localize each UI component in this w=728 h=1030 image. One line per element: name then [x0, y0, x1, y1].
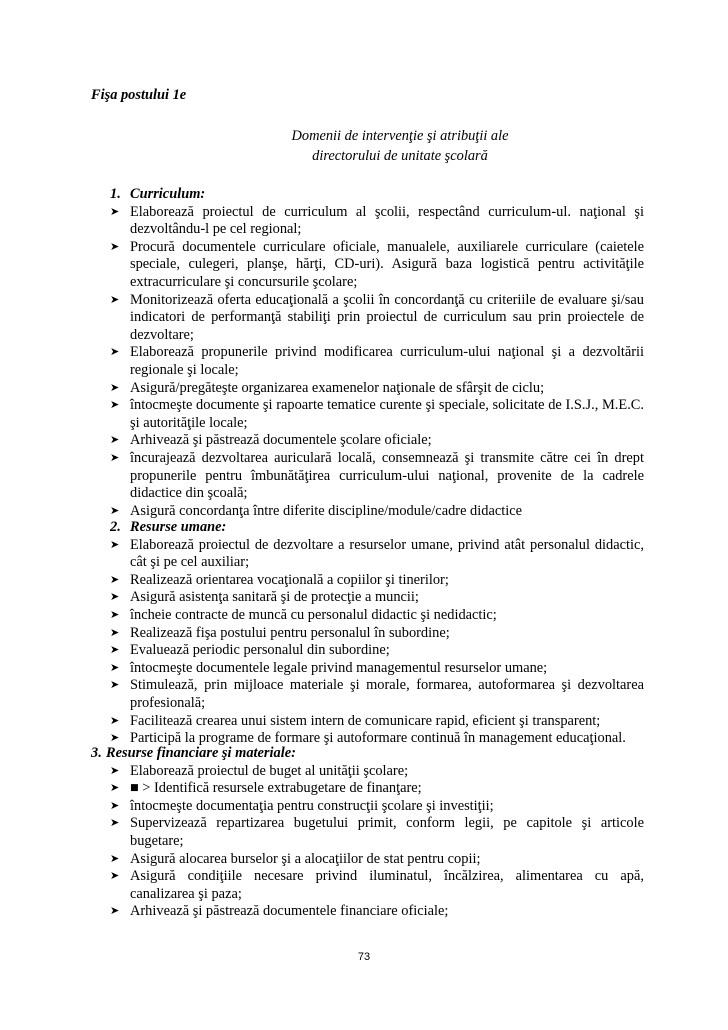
list-item — [110, 292, 644, 345]
arrow-bullet-icon: ➤ — [110, 905, 120, 918]
list-item — [110, 677, 644, 712]
bullet-list — [110, 763, 644, 921]
list-item — [110, 660, 644, 678]
arrow-bullet-icon: ➤ — [110, 714, 120, 727]
list-item — [110, 780, 644, 798]
list-item-text: întocmeşte documentaţia pentru construcţii şcolare şi investiţii; — [130, 797, 494, 814]
section-title — [110, 186, 205, 204]
list-item — [110, 380, 644, 398]
list-item-text: Elaborează propunerile privind modificarea curriculum-ului naţional şi a dezvoltării regionale şi locale; — [130, 344, 644, 378]
arrow-bullet-icon: ➤ — [110, 240, 120, 253]
list-item-text: Monitorizează oferta educaţională a şcolii în concordanţă cu criteriile de evaluare şi/sau indicatori de performanţă stabiliţi prin proiectul de curriculum sau prin proiectele de dezvoltare; — [130, 291, 644, 343]
list-item-text: Asigură condiţiile necesare privind iluminatul, încălzirea, alimentarea cu apă, canalizarea şi paza; — [130, 868, 644, 902]
arrow-bullet-icon: ➤ — [110, 538, 120, 551]
arrow-bullet-icon: ➤ — [110, 451, 120, 464]
list-item-text: Elaborează proiectul de buget al unităţii şcolare; — [130, 762, 409, 779]
arrow-bullet-icon: ➤ — [110, 732, 120, 745]
list-item — [110, 625, 644, 643]
list-item-text: Arhivează şi păstrează documentele financiare oficiale; — [130, 903, 449, 920]
list-item-text: Evaluează periodic personalul din subordine; — [130, 642, 390, 659]
page-number: 73 — [357, 951, 371, 963]
arrow-bullet-icon: ➤ — [110, 399, 120, 412]
list-item — [110, 868, 644, 903]
arrow-bullet-icon: ➤ — [110, 381, 120, 394]
section-title — [91, 745, 296, 763]
document-heading — [200, 126, 600, 166]
list-item — [110, 798, 644, 816]
list-item-text: Asigură alocarea burselor şi a alocaţiilor de stat pentru copii; — [130, 850, 481, 867]
arrow-bullet-icon: ➤ — [110, 504, 120, 517]
list-item — [110, 204, 644, 239]
arrow-bullet-icon: ➤ — [110, 817, 120, 830]
list-item — [110, 763, 644, 781]
section-title-text: Resurse umane: — [130, 519, 227, 535]
section-title — [110, 519, 226, 537]
arrow-bullet-icon: ➤ — [110, 346, 120, 359]
list-item-text: încurajează dezvoltarea auriculară locală, consemnează şi transmite către cei în drept propunerile pentru îmbunătăţirea curriculum-ului naţional, provenite de la cadrele didactice din şcoală; — [130, 449, 644, 502]
arrow-bullet-icon: ➤ — [110, 679, 120, 692]
bullet-list — [110, 537, 644, 748]
list-item-text: Participă la programe de formare şi autoformare continuă în management educaţional. — [130, 730, 626, 747]
arrow-bullet-icon: ➤ — [110, 573, 120, 586]
arrow-bullet-icon: ➤ — [110, 764, 120, 777]
arrow-bullet-icon: ➤ — [110, 852, 120, 865]
list-item — [110, 851, 644, 869]
document-title: Fişa postului 1e — [91, 87, 187, 103]
list-item-text: Realizează orientarea vocaţională a copiilor şi tinerilor; — [130, 571, 449, 588]
list-item — [110, 572, 644, 590]
section-title-text: Resurse financiare şi materiale: — [106, 745, 296, 761]
section-title-text: Curriculum: — [130, 186, 206, 202]
arrow-bullet-icon: ➤ — [110, 661, 120, 674]
list-item — [110, 344, 644, 379]
list-item — [110, 642, 644, 660]
arrow-bullet-icon: ➤ — [110, 434, 120, 447]
list-item — [110, 397, 644, 432]
arrow-bullet-icon: ➤ — [110, 205, 120, 218]
bullet-list — [110, 204, 644, 521]
list-item-text: Stimulează, prin mijloace materiale şi morale, formarea, autoformarea şi dezvoltarea profesională; — [130, 677, 644, 711]
list-item-text: ■ > Identifică resursele extrabugetare de finanţare; — [130, 780, 422, 797]
list-item-text: Asigură concordanţa între diferite discipline/module/cadre didactice — [130, 502, 522, 519]
list-item — [110, 589, 644, 607]
list-item-text: Asigură asistenţa sanitară şi de protecţie a muncii; — [130, 589, 419, 606]
list-item — [110, 239, 644, 292]
section-number: 3. — [91, 745, 102, 761]
heading-line-1: Domenii de intervenţie şi atribuţii ale — [291, 128, 509, 144]
list-item-text: încheie contracte de muncă cu personalul didactic şi nedidactic; — [130, 606, 497, 623]
arrow-bullet-icon: ➤ — [110, 608, 120, 621]
list-item — [110, 607, 644, 625]
list-item — [110, 503, 644, 521]
arrow-bullet-icon: ➤ — [110, 782, 120, 795]
list-item-text: Arhivează şi păstrează documentele şcolare oficiale; — [130, 432, 432, 449]
list-item-text: Elaborează proiectul de dezvoltare a resurselor umane, privind atât personalul didactic, cât şi pe cel auxiliar; — [130, 536, 644, 571]
list-item-text: Asigură/pregăteşte organizarea examenelor naţionale de sfârşit de ciclu; — [130, 379, 545, 396]
list-item-text: Elaborează proiectul de curriculum al şcolii, respectând curriculum-ul. naţional şi dezvoltându-l pe cel regional; — [130, 203, 644, 238]
arrow-bullet-icon: ➤ — [110, 626, 120, 639]
arrow-bullet-icon: ➤ — [110, 870, 120, 883]
list-item — [110, 815, 644, 850]
arrow-bullet-icon: ➤ — [110, 799, 120, 812]
arrow-bullet-icon: ➤ — [110, 293, 120, 306]
list-item-text: Realizează fişa postului pentru personalul în subordine; — [130, 624, 450, 641]
list-item-text: Facilitează crearea unui sistem intern de comunicare rapid, eficient şi transparent; — [130, 712, 601, 729]
section-number: 1. — [110, 186, 121, 202]
list-item — [110, 537, 644, 572]
arrow-bullet-icon: ➤ — [110, 591, 120, 604]
list-item-text: întocmeşte documentele legale privind managementul resurselor umane; — [130, 659, 548, 676]
list-item-text: Procură documentele curriculare oficiale, manualele, auxiliarele curriculare (caietele speciale, culegeri, planşe, hărţi, CD-uri). Asigură baza logistică pentru activităţile extracurriculare şi concursurile şcolare; — [130, 238, 644, 290]
list-item-text: întocmeşte documente şi rapoarte tematice curente şi speciale, solicitate de I.S.J., M.E.C. şi autorităţile locale; — [130, 397, 644, 431]
list-item-text: Supervizează repartizarea bugetului primit, conform legii, pe capitole şi articole bugetare; — [130, 815, 644, 849]
list-item — [110, 713, 644, 731]
list-item — [110, 450, 644, 503]
arrow-bullet-icon: ➤ — [110, 644, 120, 657]
heading-line-2: directorului de unitate şcolară — [312, 148, 488, 164]
list-item — [110, 903, 644, 921]
list-item — [110, 432, 644, 450]
section-number: 2. — [110, 519, 121, 535]
